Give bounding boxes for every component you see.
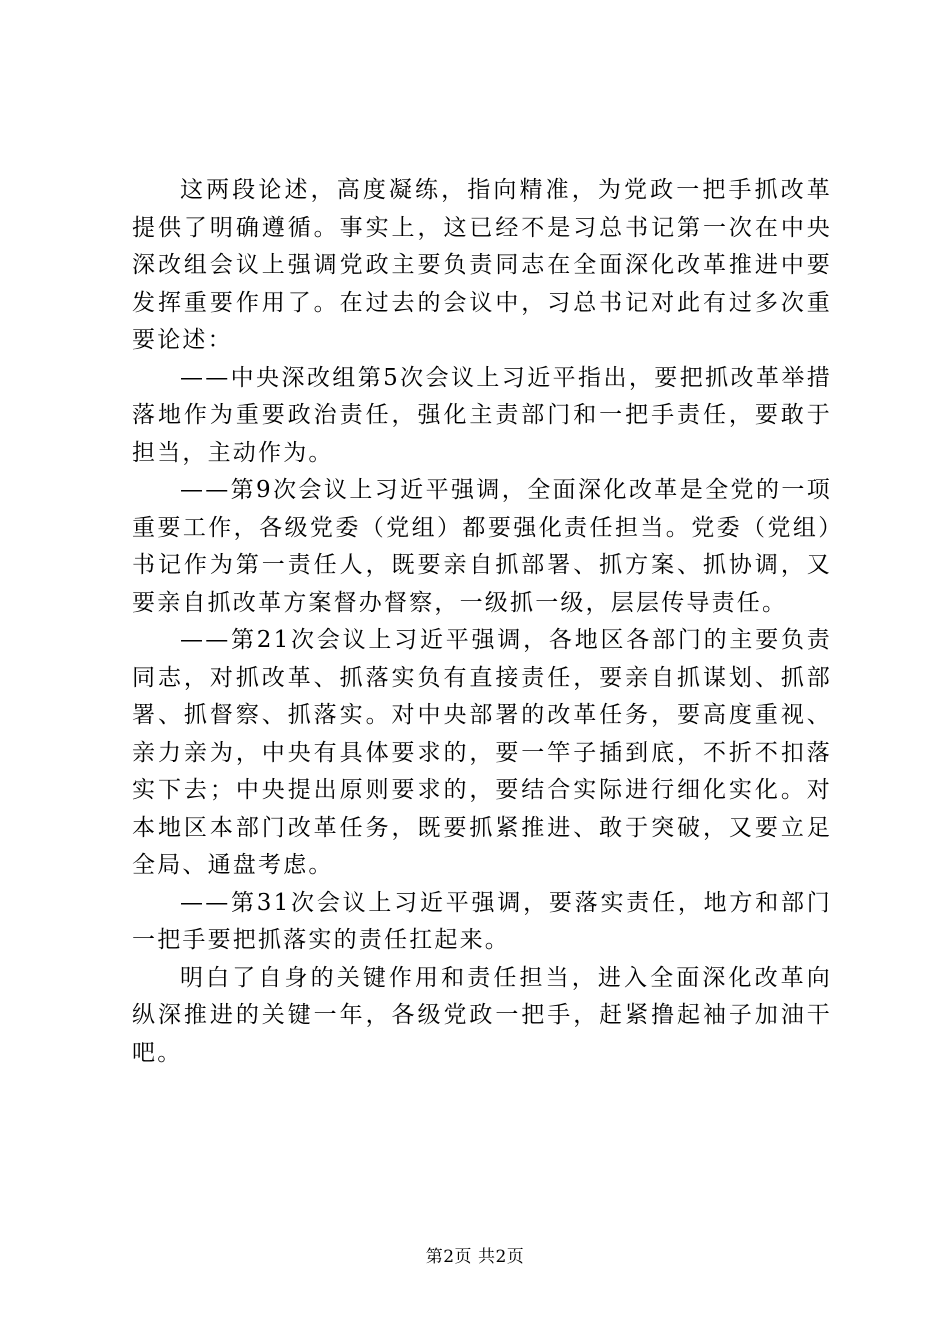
paragraph-meeting-9: ——第9次会议上习近平强调，全面深化改革是全党的一项重要工作，各级党委（党组）都要强化责任担当。党委（党组）书记作为第一责任人，既要亲自抓部署、抓方案、抓协调，又要亲自抓改革方案督办督察，一级抓一级，层层传导责任。 bbox=[132, 477, 832, 616]
page-footer: 第2页 共2页 bbox=[425, 1247, 525, 1267]
paragraph-meeting-5: ——中央深改组第5次会议上习近平指出，要把抓改革举措落地作为重要政治责任，强化主责部门和一把手责任，要敢于担当，主动作为。 bbox=[132, 364, 832, 466]
paragraph-conclusion: 明白了自身的关键作用和责任担当，进入全面深化改革向纵深推进的关键一年，各级党政一把手，赶紧撸起袖子加油干吧。 bbox=[132, 964, 832, 1066]
paragraph-meeting-31: ——第31次会议上习近平强调，要落实责任，地方和部门一把手要把抓落实的责任扛起来。 bbox=[132, 889, 832, 953]
document-body bbox=[132, 172, 832, 1072]
paragraph-meeting-21: ——第21次会议上习近平强调，各地区各部门的主要负责同志，对抓改革、抓落实负有直接责任，要亲自抓谋划、抓部署、抓督察、抓落实。对中央部署的改革任务，要高度重视、亲力亲为，中央有具体要求的，要一竿子插到底，不折不扣落实下去；中央提出原则要求的，要结合实际进行细化实化。对本地区本部门改革任务，既要抓紧推进、敢于突破，又要立足全局、通盘考虑。 bbox=[132, 627, 832, 878]
paragraph-intro: 这两段论述，高度凝练，指向精准，为党政一把手抓改革提供了明确遵循。事实上，这已经不是习总书记第一次在中央深改组会议上强调党政主要负责同志在全面深化改革推进中要发挥重要作用了。在过去的会议中，习总书记对此有过多次重要论述： bbox=[132, 177, 832, 353]
